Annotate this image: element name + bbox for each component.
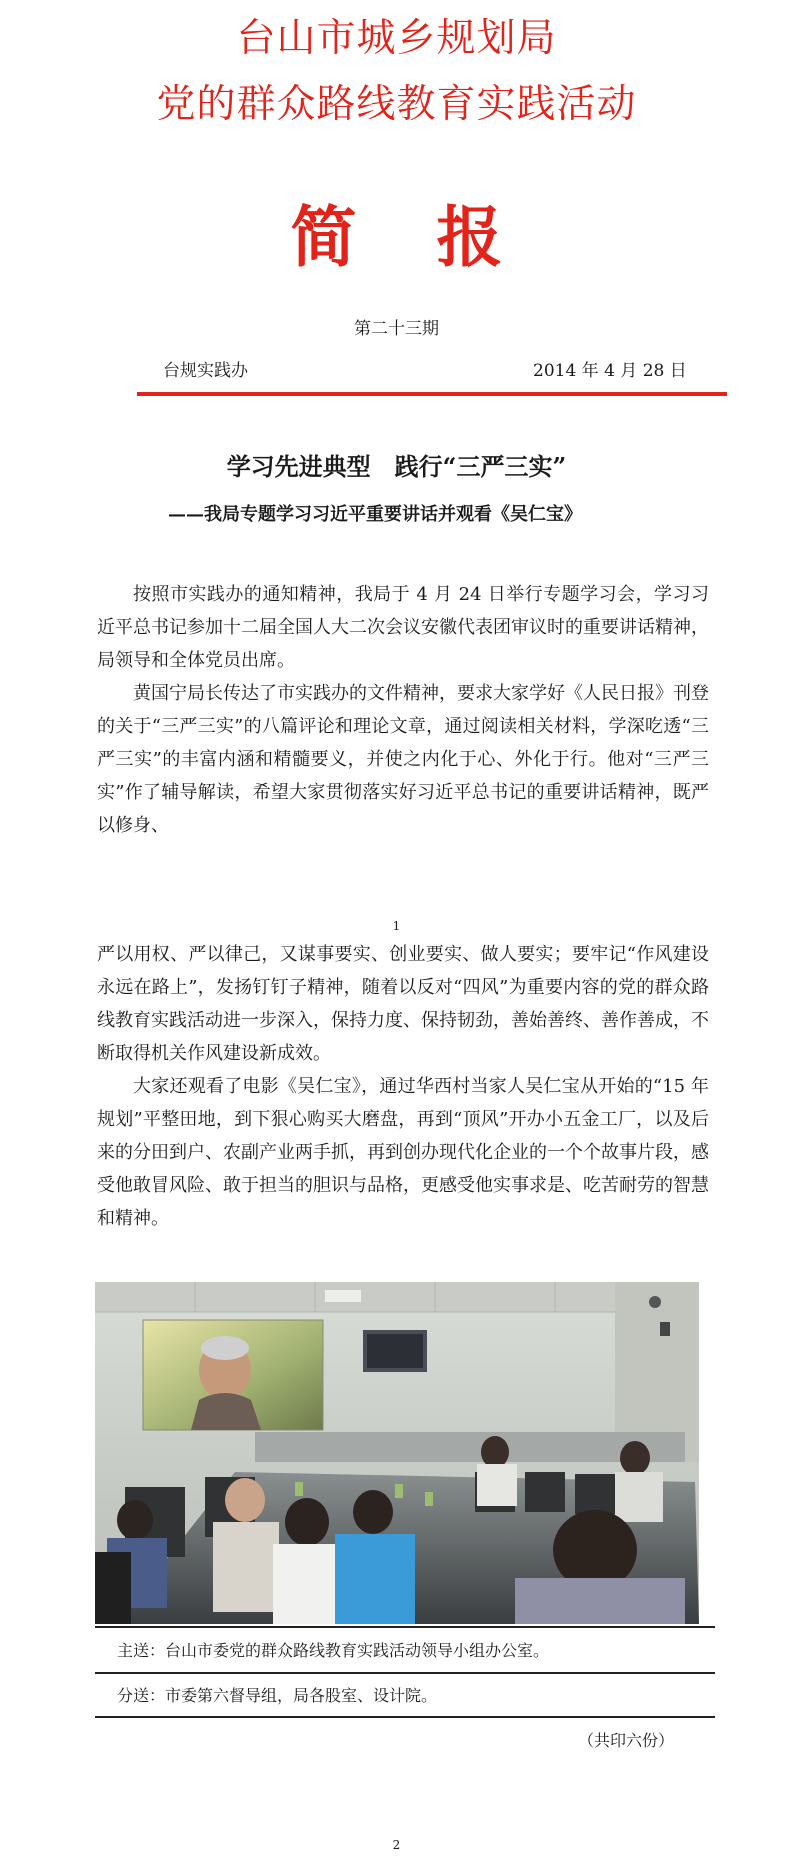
paragraph: 按照市实践办的通知精神，我局于 4 月 24 日举行专题学习会，学习习近平总书记参加十二届全国人大二次会议安徽代表团审议时的重要讲话精神，局领导和全体党员出席。 xyxy=(97,584,709,671)
paragraph-continuation: 严以用权、严以律己，又谋事要实、创业要实、做人要实；要牢记“作风建设永远在路上”，发扬钉钉子精神，随着以反对“四风”为重要内容的党的群众路线教育实践活动进一步深入，保持力度、保持韧劲，善始善终、善作善成，不断取得机关作风建设新成效。 xyxy=(97,944,709,1064)
article-body-page2 xyxy=(97,938,709,1235)
issue-number: 第二十三期 xyxy=(354,319,439,339)
bulletin-title-char2: 报 xyxy=(436,199,503,276)
meeting-photo xyxy=(95,1282,699,1624)
page-number: 1 xyxy=(392,919,401,933)
paragraph: 大家还观看了电影《吴仁宝》，通过华西村当家人吴仁宝从开始的“15 年规划”平整田地，到下狠心购买大磨盘，再到“顶风”开办小五金工厂，以及后来的分田到户、农副产业两手抓，再到创办现代化企业的一个个故事片段，感受他敢冒风险、敢于担当的胆识与品格，更感受他实事求是、吃苦耐劳的智慧和精神。 xyxy=(97,1076,709,1229)
org-title-line2: 党的群众路线教育实践活动 xyxy=(156,82,637,127)
main-recipient: 主送：台山市委党的群众路线教育实践活动领导小组办公室。 xyxy=(117,1641,550,1660)
bulletin-title xyxy=(0,198,793,278)
issuer: 台规实践办 xyxy=(163,361,248,381)
copy-recipients: 分送：市委第六督导组，局各股室、设计院。 xyxy=(117,1686,438,1705)
article-body-page1 xyxy=(97,578,709,842)
divider-line xyxy=(95,1626,715,1628)
divider-line xyxy=(95,1672,715,1674)
page-number: 2 xyxy=(392,1838,401,1852)
print-count: （共印六份） xyxy=(578,1731,675,1750)
bulletin-title-char1: 简 xyxy=(290,199,357,276)
red-divider xyxy=(137,392,727,396)
article-subtitle: ——我局专题学习习近平重要讲话并观看《吴仁宝》 xyxy=(168,504,582,525)
org-title-line1: 台山市城乡规划局 xyxy=(236,16,557,61)
issue-date: 2014 年 4 月 28 日 xyxy=(533,361,687,381)
divider-line xyxy=(95,1716,715,1718)
article-title: 学习先进典型 践行“三严三实” xyxy=(226,452,567,481)
paragraph: 黄国宁局长传达了市实践办的文件精神，要求大家学好《人民日报》刊登的关于“三严三实”的八篇评论和理论文章，通过阅读相关材料，学深吃透“三严三实”的丰富内涵和精髓要义，并使之内化于心、外化于行。他对“三严三实”作了辅导解读，希望大家贯彻落实好习近平总书记的重要讲话精神，既严以修身、 xyxy=(97,683,709,836)
